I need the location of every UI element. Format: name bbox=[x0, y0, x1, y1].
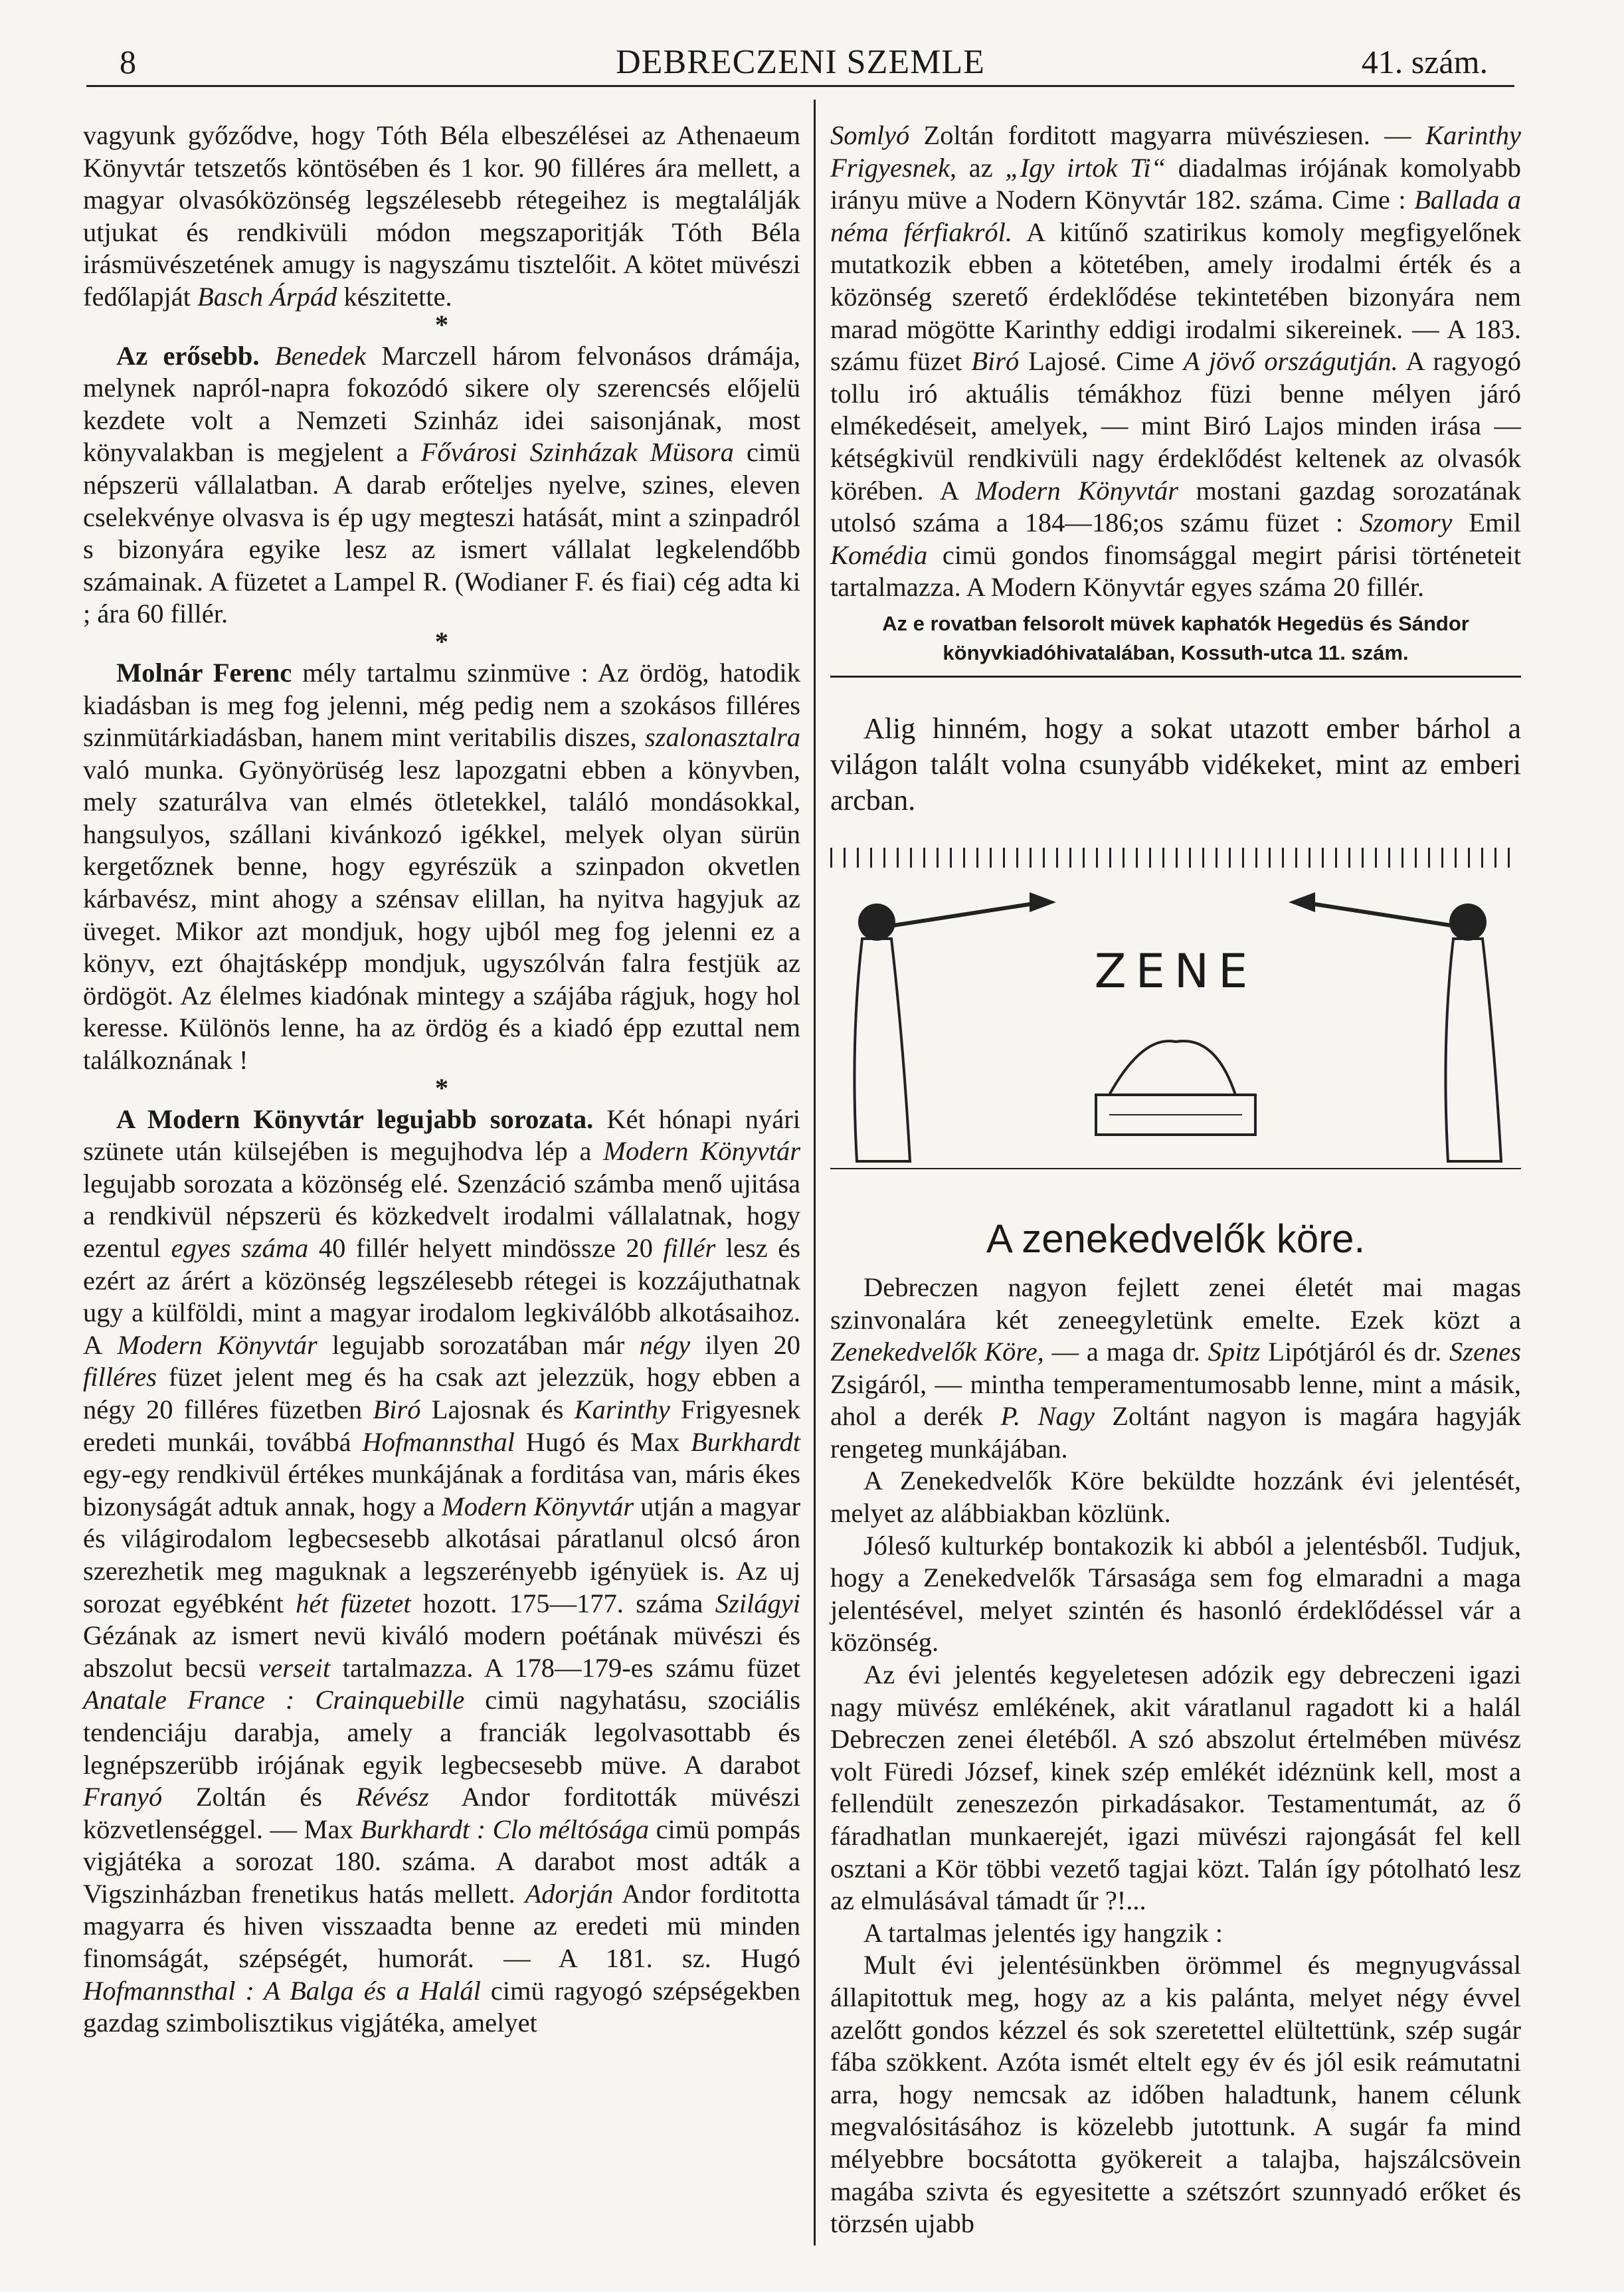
zene-word: ZENE bbox=[1094, 943, 1257, 999]
zenekedvelok-p1: Debreczen nagyon fejlett zenei életét mai magas szinvonalára két zeneegyletünk emelte. Ezek közt a Zenekedvelők Köre, — a maga dr. Spitz Lipótjáról és dr. Szenes Zsigáról, — mintha temperamentumosabb lenne, mint a másik, ahol a derék P. Nagy Zoltánt nagyon is magára hagyják rengeteg munkájában. bbox=[830, 1272, 1522, 1464]
section-heading: A zenekedvelők köre. bbox=[986, 1216, 1366, 1261]
article-modern-konyvtar-cont: Somlyó Zoltán forditott magyarra müvésziesen. — Karinthy Frigyesnek, az „Igy irtok Ti“ diadalmas irójának komolyabb irányu müve a Nodern Könyvtár 182. száma. Cime : Ballada a néma férfiakról. A kitűnő szatirikus komoly megfigyelőnek mutatkozik ebben a kötetében, amely irodalmi érték és a közönség szerető érdeklődése tekintetében bizonyára nem marad mögötte Karinthy eddigi irodalmi sikereinek. — A 183. számu füzet Biró Lajosé. Cime A jövő országutján. A ragyogó tollu iró aktuális témákhoz füzi benne mélyen járó elmékedéseit, amelyek, — mint Biró Lajos minden irása — kétségkivül rendkivüli nagy érdeklődést keltenek az olvasók körében. A Modern Könyvtár mostani gazdag sorozatának utolsó száma a 184—186;os számu füzet : Szomory Emil Komédia cimü gondos finomsággal megirt párisi történeteit tartalmazza. A Modern Könyvtár egyes száma 20 fillér. bbox=[830, 120, 1522, 603]
zenekedvelok-p6: Mult évi jelentésünkben örömmel és megnyugvással állapitottuk meg, hogy az a kis palánta, melyet négy évvel azelőtt gondos kézzel és sok szeretettel elültettünk, szép sugár fába szökkent. Azóta ismét eltelt egy év és jól esik reámutatni arra, hogy nemcsak az időben haladtunk, hanem célunk megvalósitásához is közelebb jutottunk. A sugár fa mind mélyebbre bocsátotta gyökereit a talajba, hajszálcsövein magába szivta és egyesitette a szétszórt szunnyadó erőket és törzsén ujabb bbox=[830, 1950, 1521, 2239]
left-column bbox=[83, 120, 800, 2040]
section-rule bbox=[830, 676, 1521, 678]
article-modern-konyvtar: A Modern Könyvtár legujabb sorozata. Két hónapi nyári szünete után külsejében is megujhodva lép a Modern Könyvtár legujabb sorozata a közönség elé. Szenzáció számba menő ujitása a rendkivül népszerü és közkedvelt irodalmi vállalatnak, hogy ezentul egyes száma 40 fillér helyett mindössze 20 fillér lesz és ezért az árért a közönség legszélesebb rétegei is kozzájuthatnak ugy a külföldi, mint a magyar irodalom legkiválóbb alkotásaihoz. A Modern Könyvtár legujabb sorozatában már négy ilyen 20 filléres füzet jelent meg és ha csak azt jelezzük, hogy ebben a négy 20 filléres füzetben Biró Lajosnak és Karinthy Frigyesnek eredeti munkái, továbbá Hofmannsthal Hugó és Max Burkhardt egy-egy rendkivül értékes munkájának a forditása van, máris ékes bizonyságát adtuk annak, hogy a Modern Könyvtár utján a magyar és világirodalom legbecsesebb alkotásai páratlanul olcsó áron szerezhetik meg maguknak a legszerényebb igényüek is. Az uj sorozat egyébként hét füzetet hozott. 175—177. száma Szilágyi Gézának az ismert nevü kiváló modern poétának müvészi és abszolut becsü verseit tartalmazza. A 178—179-es számu füzet Anatale France : Crainquebille cimü nagyhatásu, szociális tendenciáju darabja, amely a franciák legolvasottabb és legnépszerübb irójának egyik legbecsesebb müve. A darabot Franyó Zoltán és Révész Andor forditották müvészi közvetlenséggel. — Max Burkhardt : Clo méltósága cimü pompás vigjátéka a sorozat 180. száma. A darabot most adták a Vigszinházban frenetikus hatás mellett. Adorján Andor forditotta magyarra és hiven visszaadta benne az eredeti mü minden finomságát, szépségét, humorát. — A 181. sz. Hugó Hofmannsthal : A Balga és a Halál cimü ragyogó szépségekben gazdag szimbolisztikus vigjátéka, amelyet bbox=[83, 1103, 801, 2038]
separator-star: * bbox=[434, 1072, 449, 1103]
separator-star: * bbox=[434, 309, 449, 339]
journal-title: DEBRECZENI SZEMLE bbox=[616, 43, 985, 81]
availability-note: Az e rovatban felsorolt müvek kaphatók Hegedüs és Sándor könyvkiadóhivatalában, Kossuth-utca 11. szám. bbox=[882, 611, 1469, 664]
column-divider bbox=[814, 100, 816, 2245]
page-header bbox=[86, 39, 1514, 87]
zene-illustration bbox=[830, 876, 1521, 1169]
right-column bbox=[830, 120, 1521, 2240]
page-number: 8 bbox=[120, 43, 136, 80]
zenekedvelok-p5: A tartalmas jelentés igy hangzik : bbox=[863, 1917, 1223, 1948]
article-az-erosebb: Az erősebb. Benedek Marczell három felvonásos drámája, melynek napról-napra fokozódó sikere oly szerencsés előjelü kezdete volt a Nemzeti Szinház idei saisonjának, most könyvalakban is megjelent a Fővárosi Szinházak Müsora cimü népszerü vállalatban. A darab erőteljes nyelve, szines, eleven cselekvénye olvasva is ép ugy megteszi hatását, mint a szinpadról s bizonyára egyike lesz az ismert vállalat legkelendőbb számainak. A füzetet a Lampel R. (Wodianer F. és fiai) cég adta ki ; ára 60 fillér. bbox=[83, 340, 801, 629]
article-molnar-ferenc: Molnár Ferenc mély tartalmu szinmüve : Az ördög, hatodik kiadásban is meg fog jelenni, még pedig nem a szokásos filléres szinmütárkiadásban, hanem mint veritabilis diszes, szalonasztalra való munka. Gyönyörüség lesz lapozgatni ebben a könyvben, mely szaturálva van elmés ötletekkel, találó mondásokkal, hangsulyos, szállani kivánkozó igékkel, melyek olyan sürün kergetőznek benne, hogy egyrészük a szinpadon okvetlen kárbavész, mint ahogy a szénsav elillan, ha nyitva hagyjuk az üveget. Mikor azt mondjuk, hogy ujból meg fog jelenni ez a könyv, ezt óhajtásképp mondjuk, ugyszólván falra festjük az ördögöt. Az élelmes kiadónak mintegy a szájába rágjuk, hogy hol keresse. Különös lenne, ha az ördög és a kiadó épp ezuttal nem találkoznának ! bbox=[83, 657, 801, 1076]
issue-number: 41. szám. bbox=[1361, 43, 1488, 80]
cross-border-ornament bbox=[830, 848, 1521, 868]
zenekedvelok-p3: Jóleső kulturkép bontakozik ki abból a jelentésből. Tudjuk, hogy a Zenekedvelők Társasága sem fog elmaradni a maga jelentésével, melyet szintén és hasonló érdeklődéssel vár a közönség. bbox=[830, 1530, 1521, 1658]
separator-star: * bbox=[434, 626, 449, 656]
zenekedvelok-p2: A Zenekedvelők Köre beküldte hozzánk évi jelentését, melyet az alábbiakban közlünk. bbox=[830, 1466, 1521, 1529]
trumpeters-illustration-icon bbox=[830, 876, 1521, 1168]
article-tail-toth: vagyunk győződve, hogy Tóth Béla elbeszélései az Athenaeum Könyvtár tetszetős köntösében és 1 kor. 90 filléres ára mellett, a magyar olvasóközönség legszélesebb rétegeihez is megtalálják utjukat és rendkivüli módon megszaporitják Tóth Béla irásmüvészetének amugy is nagyszámu tisztelőit. A kötet müvészi fedőlapját Basch Árpád készitette. bbox=[83, 120, 800, 312]
zenekedvelok-p4: Az évi jelentés kegyeletesen adózik egy debreczeni igazi nagy müvész emlékének, akit váratlanul ragadott ki a halál Debreczen zenei életéből. A szó abszolut értelmében müvész volt Füredi József, kinek szép emlékét idéznünk kell, most a fellendült zeneszezón pirkadásakor. Testamentumát, az ő fáradhatlan munkaerejét, igazi müvészi rajongását fel kell osztani a Kör többi vezető tagjai közt. Talán így pótolható lesz az elmulásával támadt űr ?!... bbox=[830, 1660, 1521, 1916]
aphorism: Alig hinném, hogy a sokat utazott ember bárhol a világon talált volna csunyább vidékeket, mint az emberi arcban. bbox=[830, 712, 1521, 816]
